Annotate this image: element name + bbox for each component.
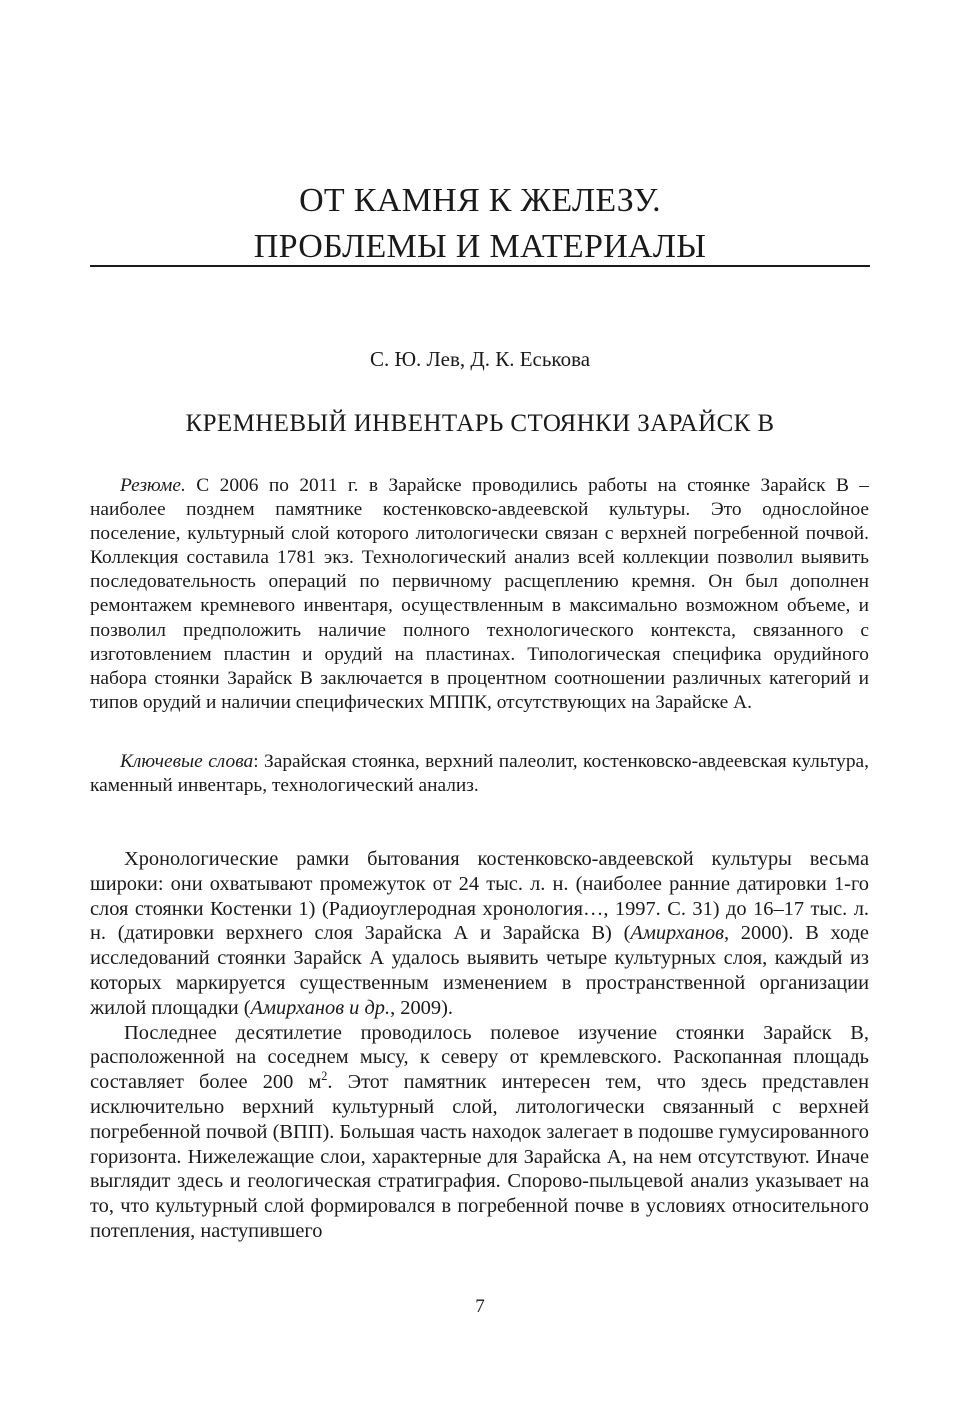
superscript: 2 — [321, 1069, 328, 1084]
body-p2-text-b: . Этот памятник интересен тем, что здесь представлен исключительно верхний культурный слой, литологически связанный с верхней погребенной почвой (ВПП). Большая часть находок залегает в подошве гумусированного горизонта. Нижележащие слои, характерные для Зарайска А, на нем отсутствуют. Иначе выглядит здесь и геологическая стратиграфия. Спорово-пыльцевой анализ указывает на то, что культурный слой формировался в погребенной почве в условиях относительного потепления, наступившего — [90, 1071, 869, 1242]
abstract — [90, 474, 869, 715]
citation-author: Амирханов — [630, 922, 724, 945]
keywords — [90, 750, 869, 798]
body-p1-text-b: , 2000). В ходе исследований стоянки Зарайск А удалось выявить четыре культурных слоя, каждый из которых маркируется существенным изменением в пространственной организации жилой площадки ( — [90, 922, 869, 1019]
article-body — [90, 847, 869, 1244]
body-p1-text-c: , 2009). — [390, 996, 453, 1019]
page-number: 7 — [475, 1296, 485, 1317]
abstract-label: Резюме. — [120, 475, 186, 496]
title-divider — [90, 265, 870, 267]
article-title: КРЕМНЕВЫЙ ИНВЕНТАРЬ СТОЯНКИ ЗАРАЙСК В — [185, 410, 775, 437]
citation-author: Амирханов и др. — [250, 996, 391, 1019]
section-title-line-1: ОТ КАМНЯ К ЖЕЛЕЗУ. — [299, 182, 661, 219]
keywords-label: Ключевые слова — [120, 751, 254, 772]
section-title-line-2: ПРОБЛЕМЫ И МАТЕРИАЛЫ — [253, 228, 707, 265]
body-p1-text-a: Хронологические рамки бытования костенковско-авдеевской культуры весьма широки: они охватывают промежуток от 24 тыс. л. н. (наиболее ранние датировки 1-го слоя стоянки Костенки 1) (Радиоуглеродная хронология…, 1997. С. 31) до 16–17 тыс. л. н. (датировки верхнего слоя Зарайска А и Зарайска В) ( — [90, 848, 869, 945]
keywords-text: : Зарайская стоянка, верхний палеолит, костенковско-авдеевская культура, каменный инвентарь, технологический анализ. — [90, 751, 869, 797]
article-authors: С. Ю. Лев, Д. К. Еськова — [369, 347, 591, 371]
abstract-text: С 2006 по 2011 г. в Зарайске проводились работы на стоянке Зарайск В – наиболее позднем памятнике костенковско-авдеевской культуры. Это однослойное поселение, культурный слой которого литологически связан с верхней погребенной почвой. Коллекция составила 1781 экз. Технологический анализ всей коллекции позволил выявить последовательность операций по первичному расщеплению кремня. Он был дополнен ремонтажем кремневого инвентаря, осуществленным в максимально возможном объеме, и позволил предположить наличие полного технологического контекста, связанного с изготовлением пластин и орудий на пластинах. Типологическая специфика орудийного набора стоянки Зарайск В заключается в процентном соотношении различных категорий и типов орудий и наличии специфических МППК, отсутствующих на Зарайске А. — [90, 475, 869, 713]
abstract-paragraph — [90, 474, 869, 715]
keywords-paragraph — [90, 750, 869, 798]
body-paragraph-2 — [90, 1021, 869, 1244]
section-title — [90, 178, 870, 270]
body-p2-text-a: Последнее десятилетие проводилось полевое изучение стоянки Зарайск В, расположенной на соседнем мысу, к северу от кремлевского. Раскопанная площадь составляет более 200 м — [90, 1021, 869, 1094]
body-paragraph-1 — [90, 847, 869, 1021]
